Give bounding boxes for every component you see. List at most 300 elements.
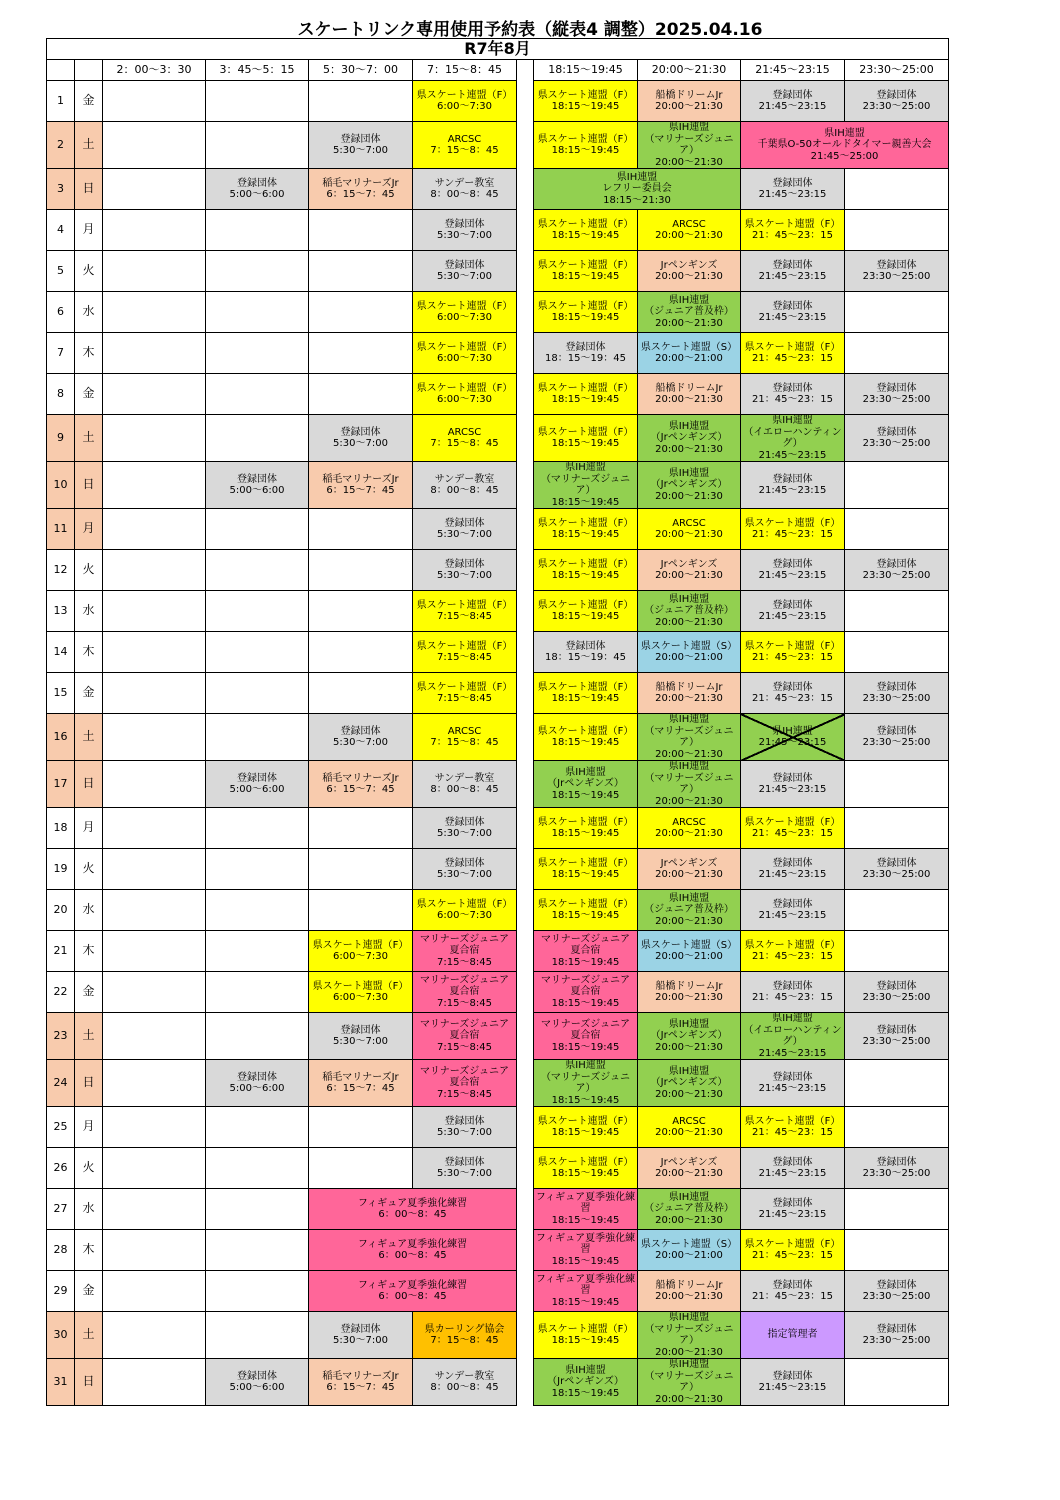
empty-slot [103, 890, 206, 931]
booking-text: 18:15～19:45 [551, 145, 620, 156]
time-header: 7：15～8：45 [413, 60, 517, 81]
gap-column [517, 849, 534, 890]
weekday: 水 [75, 292, 103, 333]
booking-text: 船橋ドリームJr [655, 382, 723, 394]
booking-cell [534, 808, 638, 849]
empty-slot [206, 632, 309, 673]
empty-slot [206, 1230, 309, 1271]
booking-text: 18:15～19:45 [551, 997, 620, 1009]
booking-cell [638, 415, 741, 462]
empty-slot [103, 849, 206, 890]
booking-text: 18:15～19:45 [551, 271, 620, 282]
booking-text: Jrペンギンズ [660, 558, 718, 570]
empty-slot [206, 808, 309, 849]
booking-text: 7:15～8:45 [437, 1088, 492, 1100]
booking-text: 登録団体 [772, 382, 813, 394]
booking-text: （Jrペンギンズ） [650, 1077, 728, 1089]
booking-text: 18:15～19:45 [551, 910, 620, 921]
booking-text: 登録団体 [772, 898, 813, 910]
booking-cell [413, 415, 517, 462]
weekday: 水 [75, 1189, 103, 1230]
weekday: 火 [75, 251, 103, 292]
booking-text: 登録団体 [772, 599, 813, 611]
weekday: 月 [75, 509, 103, 550]
day-number: 6 [47, 292, 75, 333]
booking-text: 18:15～19:45 [551, 611, 620, 622]
booking-cell [845, 849, 949, 890]
booking-text: 18:15～19:45 [551, 869, 620, 880]
empty-slot [103, 1013, 206, 1060]
booking-text: 夏合宿 [570, 945, 601, 957]
booking-text: 登録団体 [340, 1024, 381, 1036]
booking-cell [741, 1230, 845, 1271]
booking-text: 18:15～19:45 [551, 1296, 620, 1308]
booking-text: 7:15～8:45 [437, 693, 492, 704]
booking-text: 県IH連盟 [668, 1018, 710, 1030]
empty-slot [103, 210, 206, 251]
booking-text: 7：15～8：45 [430, 737, 499, 748]
day-row [47, 931, 949, 972]
day-row [47, 591, 949, 632]
booking-text: 18:15～19:45 [551, 956, 620, 968]
booking-cell [413, 462, 517, 509]
empty-slot [103, 591, 206, 632]
booking-cell [534, 673, 638, 714]
empty-slot [206, 374, 309, 415]
weekday: 火 [75, 849, 103, 890]
day-number: 13 [47, 591, 75, 632]
booking-cell [638, 808, 741, 849]
booking-cell [741, 462, 845, 509]
booking-text: 21:45～23:15 [758, 485, 827, 496]
booking-text: マリナーズジュニア [419, 974, 510, 986]
day-number: 10 [47, 462, 75, 509]
booking-cell [741, 808, 845, 849]
booking-cell [413, 1013, 517, 1060]
booking-cell [741, 122, 949, 169]
booking-cell [413, 972, 517, 1013]
booking-text: 7:15～8:45 [437, 1041, 492, 1053]
booking-text: 20:00～21:30 [655, 1346, 723, 1358]
booking-cell [534, 1060, 638, 1107]
time-header: 5：30～7：00 [309, 60, 413, 81]
booking-text: Jrペンギンズ [660, 259, 718, 271]
booking-cell [534, 509, 638, 550]
empty-slot [103, 808, 206, 849]
booking-cell [638, 509, 741, 550]
booking-text: （マリナーズジュニア） [644, 1323, 734, 1346]
booking-text: Jrペンギンズ [660, 857, 718, 869]
booking-text: （マリナーズジュニア） [644, 133, 734, 156]
booking-cell [413, 931, 517, 972]
booking-text: 登録団体 [444, 1115, 485, 1127]
empty-slot [845, 292, 949, 333]
booking-cell [741, 1189, 845, 1230]
gap-column [517, 333, 534, 374]
empty-slot [206, 509, 309, 550]
booking-text: 登録団体 [772, 1071, 813, 1083]
booking-cell [741, 210, 845, 251]
gap-column [517, 550, 534, 591]
empty-slot [206, 890, 309, 931]
day-row [47, 210, 949, 251]
day-row [47, 509, 949, 550]
day-row [47, 292, 949, 333]
weekday: 金 [75, 81, 103, 122]
booking-text: 21:45～23:15 [758, 1168, 827, 1179]
empty-slot [845, 591, 949, 632]
day-number: 18 [47, 808, 75, 849]
booking-text: 6：15～7：45 [326, 189, 395, 200]
booking-text: 21:45～25:00 [810, 150, 879, 162]
booking-text: （ジュニア普及枠） [644, 605, 734, 617]
empty-slot [206, 849, 309, 890]
booking-cell [638, 849, 741, 890]
booking-cell [741, 1060, 845, 1107]
booking-cell [845, 1312, 949, 1359]
booking-text: レフリー委員会 [602, 183, 672, 195]
empty-slot [309, 509, 413, 550]
empty-slot [206, 1148, 309, 1189]
day-row [47, 462, 949, 509]
booking-cell [206, 761, 309, 808]
empty-slot [206, 81, 309, 122]
booking-text: 18:15～19:45 [551, 1094, 620, 1106]
booking-cell [741, 632, 845, 673]
booking-text: 登録団体 [340, 133, 381, 145]
booking-text: 登録団体 [444, 558, 485, 570]
booking-text: 5:00～6:00 [229, 784, 285, 795]
booking-text: 県スケート連盟（F） [312, 980, 409, 992]
booking-text: 県スケート連盟（F） [537, 259, 634, 271]
booking-text: 登録団体 [772, 681, 813, 693]
booking-text: 5:00～6:00 [229, 189, 285, 200]
booking-text: 5:00～6:00 [229, 485, 285, 496]
day-number: 19 [47, 849, 75, 890]
booking-text: 23:30～25:00 [862, 438, 931, 449]
booking-cell [638, 333, 741, 374]
empty-slot [206, 972, 309, 1013]
booking-cell [413, 509, 517, 550]
booking-text: 20:00～21:30 [655, 490, 723, 502]
empty-slot [206, 714, 309, 761]
empty-slot [206, 591, 309, 632]
day-number: 27 [47, 1189, 75, 1230]
booking-text: （Jrペンギンズ） [547, 1376, 624, 1388]
booking-text: 21:45～23:15 [758, 910, 827, 921]
gap-column [517, 81, 534, 122]
booking-cell [638, 462, 741, 509]
cancelled-booking-cell [741, 714, 845, 761]
booking-text: （Jrペンギンズ） [650, 432, 728, 444]
booking-text: （Jrペンギンズ） [650, 479, 728, 491]
day-number: 31 [47, 1359, 75, 1406]
booking-text: 5:30～7:00 [437, 869, 492, 880]
booking-cell [845, 415, 949, 462]
booking-cell [534, 415, 638, 462]
booking-text: 8：00～8：45 [430, 1382, 499, 1393]
booking-cell [309, 1359, 413, 1406]
booking-cell [845, 550, 949, 591]
booking-text: フィギュア夏季強化練習 [535, 1232, 636, 1256]
empty-slot [845, 462, 949, 509]
day-row [47, 632, 949, 673]
day-number: 30 [47, 1312, 75, 1359]
booking-text: 5:30～7:00 [333, 1036, 388, 1047]
booking-cell [845, 374, 949, 415]
booking-text: 県スケート連盟（F） [416, 341, 513, 353]
booking-text: マリナーズジュニア [419, 1065, 510, 1077]
booking-cell [413, 1060, 517, 1107]
booking-cell [741, 550, 845, 591]
empty-slot [309, 632, 413, 673]
booking-cell [638, 1189, 741, 1230]
booking-text: 県スケート連盟（F） [537, 816, 634, 828]
booking-text: 20:00～21:00 [655, 951, 723, 962]
booking-cell [741, 849, 845, 890]
empty-slot [309, 292, 413, 333]
booking-cell [206, 1060, 309, 1107]
weekday: 木 [75, 1230, 103, 1271]
booking-cell [534, 1271, 638, 1312]
booking-text: 23:30～25:00 [862, 101, 931, 112]
booking-text: 登録団体 [444, 1156, 485, 1168]
booking-text: ARCSC [672, 816, 706, 828]
booking-cell [413, 673, 517, 714]
booking-text: 県スケート連盟（F） [744, 640, 841, 652]
booking-text: 登録団体 [772, 473, 813, 485]
gap-column [517, 1230, 534, 1271]
booking-text: 20:00～21:30 [655, 529, 723, 540]
reservation-table [46, 38, 949, 1406]
empty-slot [309, 374, 413, 415]
booking-text: マリナーズジュニア [540, 933, 631, 945]
gap-column [517, 714, 534, 761]
booking-text: 登録団体 [876, 259, 917, 271]
empty-slot [206, 210, 309, 251]
booking-text: 登録団体 [772, 980, 813, 992]
booking-text: 6：00～8：45 [378, 1291, 447, 1302]
booking-text: 県スケート連盟（F） [537, 558, 634, 570]
booking-text: 県スケート連盟（F） [537, 218, 634, 230]
booking-text: 18:15～19:45 [551, 1387, 620, 1399]
booking-text: 20:00～21:30 [655, 915, 723, 927]
booking-text: 20:00～21:30 [655, 1291, 723, 1302]
booking-text: （Jrペンギンズ） [547, 778, 624, 790]
booking-text: 6:00～7:30 [437, 101, 492, 112]
booking-cell [845, 972, 949, 1013]
gap-column [517, 1060, 534, 1107]
booking-text: 県スケート連盟（S） [640, 341, 738, 353]
day-number: 2 [47, 122, 75, 169]
booking-text: 登録団体 [876, 980, 917, 992]
weekday: 土 [75, 415, 103, 462]
weekday: 日 [75, 761, 103, 808]
weekday: 土 [75, 714, 103, 761]
booking-cell [413, 714, 517, 761]
booking-text: 登録団体 [876, 857, 917, 869]
booking-text: 登録団体 [772, 558, 813, 570]
booking-text: 県スケート連盟（F） [744, 816, 841, 828]
booking-text: 県スケート連盟（F） [537, 1323, 634, 1335]
empty-slot [103, 509, 206, 550]
booking-text: 8：00～8：45 [430, 784, 499, 795]
booking-text: 18:15～19:45 [551, 1168, 620, 1179]
booking-text: 7:15～8:45 [437, 997, 492, 1009]
booking-text: 18:15～19:45 [551, 1041, 620, 1053]
booking-text: 稲毛マリナーズJr [322, 473, 399, 485]
booking-text: 県IH連盟 [772, 1013, 813, 1024]
time-header: 23:30～25:00 [845, 60, 949, 81]
empty-slot [103, 1148, 206, 1189]
day-row [47, 849, 949, 890]
booking-text: 21:45～23:15 [758, 1047, 827, 1059]
empty-slot [206, 1271, 309, 1312]
weekday: 日 [75, 1359, 103, 1406]
time-header-row [47, 60, 949, 81]
gap-column [517, 673, 534, 714]
day-number: 29 [47, 1271, 75, 1312]
gap-column [517, 509, 534, 550]
booking-text: （ジュニア普及枠） [644, 1203, 734, 1215]
booking-text: 県スケート連盟（F） [744, 517, 841, 529]
weekday: 月 [75, 210, 103, 251]
weekday: 水 [75, 890, 103, 931]
gap-column [517, 1359, 534, 1406]
gap-column [517, 1189, 534, 1230]
booking-cell [413, 890, 517, 931]
booking-cell [534, 890, 638, 931]
empty-slot [103, 1107, 206, 1148]
booking-text: 23:30～25:00 [862, 570, 931, 581]
booking-text: 夏合宿 [570, 1030, 601, 1042]
empty-slot [103, 972, 206, 1013]
booking-text: 稲毛マリナーズJr [322, 1071, 399, 1083]
booking-text: 県スケート連盟（F） [537, 599, 634, 611]
booking-cell [534, 761, 638, 808]
booking-cell [309, 1013, 413, 1060]
booking-text: 20:00～21:30 [655, 570, 723, 581]
booking-text: 登録団体 [772, 772, 813, 784]
booking-text: 県スケート連盟（F） [744, 1238, 841, 1250]
gap-column [517, 761, 534, 808]
booking-text: マリナーズジュニア [419, 1018, 510, 1030]
booking-cell [206, 1359, 309, 1406]
booking-cell [534, 122, 638, 169]
weekday: 木 [75, 333, 103, 374]
booking-text: 21：45～23：15 [752, 394, 833, 405]
booking-text: 登録団体 [876, 1323, 917, 1335]
booking-text: 5:30～7:00 [333, 737, 388, 748]
booking-cell [534, 550, 638, 591]
day-row [47, 1060, 949, 1107]
booking-text: 6:00～7:30 [437, 353, 492, 364]
booking-cell [534, 169, 741, 210]
weekday: 火 [75, 550, 103, 591]
booking-text: 21:45～23:15 [758, 570, 827, 581]
booking-cell [413, 210, 517, 251]
booking-text: 5:30～7:00 [333, 1335, 388, 1346]
booking-cell [309, 462, 413, 509]
gap-column [517, 292, 534, 333]
booking-text: 20:00～21:30 [655, 1041, 723, 1053]
empty-slot [845, 1189, 949, 1230]
booking-cell [741, 1312, 845, 1359]
empty-slot [103, 462, 206, 509]
booking-text: 18：15～19：45 [545, 353, 626, 364]
booking-text: 20:00～21:30 [655, 271, 723, 282]
booking-text: 18:15～19:45 [551, 496, 620, 508]
booking-cell [845, 251, 949, 292]
booking-text: 県スケート連盟（F） [744, 341, 841, 353]
empty-slot [309, 550, 413, 591]
gap-column [517, 1312, 534, 1359]
weekday: 木 [75, 931, 103, 972]
booking-cell [534, 81, 638, 122]
day-row [47, 1148, 949, 1189]
day-row [47, 1271, 949, 1312]
booking-cell [309, 714, 413, 761]
booking-text: 21:45～23:15 [758, 784, 827, 795]
booking-text: （マリナーズジュニア） [644, 772, 734, 795]
booking-text: 県スケート連盟（S） [640, 640, 738, 652]
booking-text: 夏合宿 [449, 986, 480, 998]
booking-text: 県スケート連盟（F） [537, 133, 634, 145]
day-row [47, 972, 949, 1013]
booking-text: 登録団体 [876, 426, 917, 438]
empty-slot [206, 1189, 309, 1230]
booking-text: 登録団体 [565, 341, 606, 353]
day-number: 15 [47, 673, 75, 714]
booking-text: 18：15～19：45 [545, 652, 626, 663]
empty-slot [103, 333, 206, 374]
booking-text: 6:00～7:30 [437, 312, 492, 323]
booking-text: 20:00～21:30 [655, 616, 723, 628]
booking-text: 県スケート連盟（S） [640, 1238, 738, 1250]
booking-text: 県IH連盟 [668, 892, 710, 904]
day-number: 22 [47, 972, 75, 1013]
empty-slot [206, 931, 309, 972]
empty-slot [103, 81, 206, 122]
booking-text: フィギュア夏季強化練習 [357, 1279, 468, 1291]
booking-cell [741, 251, 845, 292]
booking-text: 登録団体 [876, 725, 917, 737]
booking-text: サンデー教室 [434, 1370, 495, 1382]
day-row [47, 122, 949, 169]
booking-cell [638, 1013, 741, 1060]
booking-text: ARCSC [447, 725, 482, 737]
booking-text: 20:00～21:30 [655, 828, 723, 839]
booking-text: 20:00～21:30 [655, 443, 723, 455]
booking-text: 8：00～8：45 [430, 485, 499, 496]
booking-cell [534, 374, 638, 415]
booking-text: 23:30～25:00 [862, 869, 931, 880]
empty-slot [845, 1060, 949, 1107]
day-number: 25 [47, 1107, 75, 1148]
booking-cell [741, 415, 845, 462]
booking-cell [534, 1013, 638, 1060]
time-header: 3：45～5：15 [206, 60, 309, 81]
booking-text: 6:00～7:30 [333, 951, 388, 962]
booking-cell [638, 632, 741, 673]
gap-column [517, 632, 534, 673]
day-number: 23 [47, 1013, 75, 1060]
booking-text: 登録団体 [772, 259, 813, 271]
empty-slot [845, 1107, 949, 1148]
booking-cell [638, 972, 741, 1013]
booking-text: 登録団体 [772, 857, 813, 869]
booking-cell [309, 169, 413, 210]
